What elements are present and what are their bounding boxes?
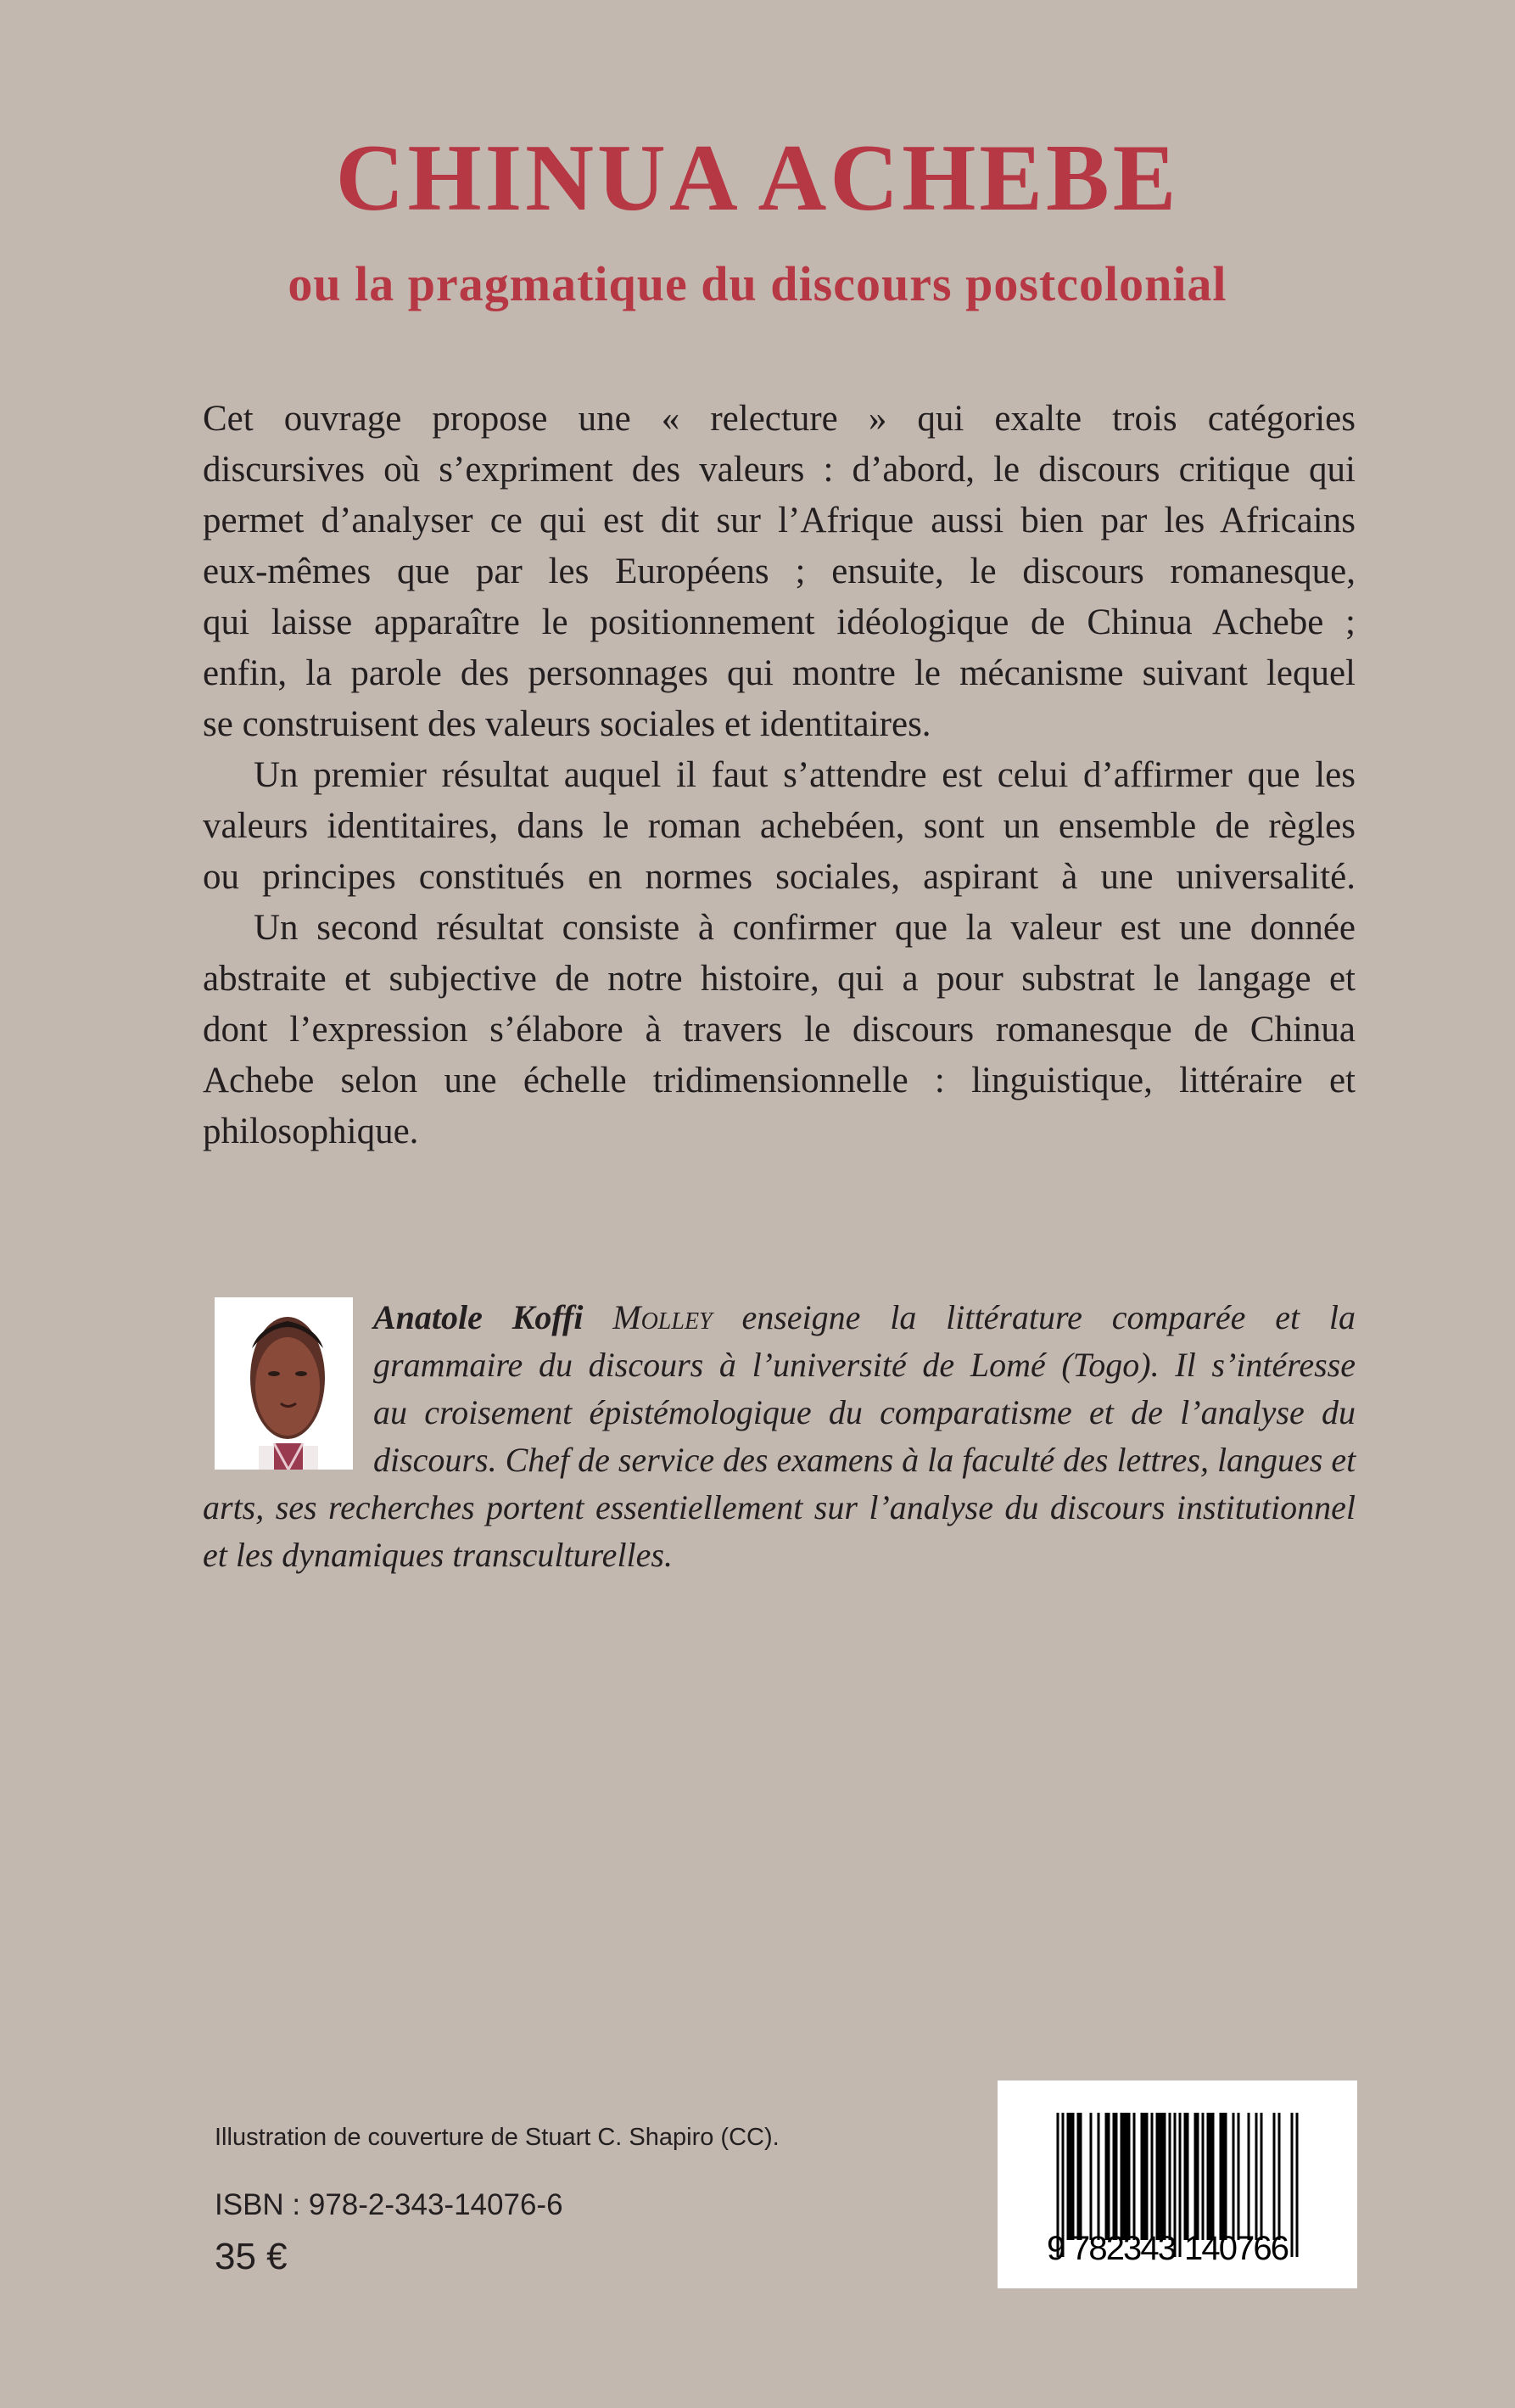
bio-line: discours. Chef de service des examens à la faculté des lettres, langues et	[373, 1441, 1356, 1479]
price: 35 €	[215, 2236, 288, 2277]
barcode-bar	[1220, 2113, 1222, 2240]
barcode-first-digit: 9	[1047, 2230, 1066, 2267]
barcode-bar	[1233, 2113, 1235, 2240]
book-title: CHINUA ACHEBE	[335, 126, 1180, 231]
text-line: philosophique.	[203, 1112, 419, 1151]
barcode-bar	[1133, 2113, 1136, 2240]
barcode-bar	[1179, 2113, 1182, 2257]
barcode	[998, 2080, 1357, 2288]
barcode-bar	[1296, 2113, 1299, 2257]
text-line: qui laisse apparaître le positionnement idéologique de Chinua Achebe ;	[203, 602, 1356, 642]
text-line: valeurs identitaires, dans le roman achebéen, sont un ensemble de règles	[203, 806, 1356, 846]
barcode-bar	[1113, 2113, 1115, 2240]
book-subtitle: ou la pragmatique du discours postcolonial	[288, 256, 1227, 311]
barcode-bar	[1248, 2113, 1250, 2240]
barcode-bar	[1143, 2113, 1146, 2240]
isbn: ISBN : 978-2-343-14076-6	[215, 2188, 563, 2221]
text-line: ou principes constitués en normes sociales, aspirant à une universalité.	[203, 857, 1356, 897]
barcode-left-digits: 782343	[1071, 2230, 1177, 2267]
bio-line: et les dynamiques transculturelles.	[203, 1536, 673, 1574]
bio-line: grammaire du discours à l’université de Lomé (Togo). Il s’intéresse	[373, 1346, 1356, 1384]
text-line: dont l’expression s’élabore à travers le discours romanesque de Chinua	[203, 1010, 1356, 1050]
barcode-bar	[1072, 2113, 1075, 2240]
bio-line	[373, 1294, 1356, 1341]
cover-illustration-credit: Illustration de couverture de Stuart C. Shapiro (CC).	[215, 2124, 780, 2151]
barcode-bar	[1184, 2113, 1187, 2240]
summary-text	[203, 394, 1356, 1157]
barcode-bar	[1070, 2113, 1072, 2240]
barcode-bar	[1156, 2113, 1159, 2240]
barcode-bar	[1210, 2113, 1212, 2240]
bio-line: arts, ses recherches portent essentiellement sur l’analyse du discours institutionnel	[203, 1488, 1356, 1526]
barcode-bar	[1098, 2113, 1100, 2240]
barcode-bar	[1261, 2113, 1263, 2240]
barcode-bar	[1105, 2113, 1108, 2240]
barcode-bar	[1222, 2113, 1225, 2240]
summary-paragraph-2	[203, 750, 1356, 903]
barcode-bar	[1141, 2113, 1143, 2240]
author-name	[373, 1298, 713, 1336]
summary-paragraph-3	[203, 903, 1356, 1157]
barcode-bar	[1108, 2113, 1110, 2240]
text-line: Achebe selon une échelle tridimensionnelle : linguistique, littéraire et	[203, 1061, 1356, 1100]
author-surname: Molley	[612, 1298, 713, 1336]
bio-text: enseigne la littérature comparée et la	[741, 1298, 1356, 1336]
barcode-bar	[1238, 2113, 1240, 2240]
text-line: Un second résultat consiste à confirmer que la valeur est une donnée	[254, 908, 1356, 948]
barcode-right-digits: 140766	[1184, 2230, 1289, 2267]
barcode-bar	[1067, 2113, 1070, 2240]
text-line: se construisent des valeurs sociales et identitaires.	[203, 704, 931, 744]
barcode-bar	[1197, 2113, 1199, 2240]
text-line: enfin, la parole des personnages qui montre le mécanisme suivant lequel	[203, 653, 1356, 693]
barcode-bar	[1169, 2113, 1171, 2240]
barcode-bar	[1273, 2113, 1276, 2240]
barcode-bar	[1194, 2113, 1197, 2240]
barcode-bar	[1278, 2113, 1281, 2240]
barcode-bar	[1121, 2113, 1123, 2240]
text-line: discursives où s’expriment des valeurs : d’abord, le discours critique qui	[203, 450, 1356, 490]
author-bio	[203, 1294, 1356, 1579]
barcode-bar	[1164, 2113, 1166, 2240]
barcode-bar	[1080, 2113, 1082, 2240]
barcode-bar	[1115, 2113, 1118, 2240]
barcode-bar	[1151, 2113, 1154, 2240]
text-line: permet d’analyser ce qui est dit sur l’Afrique aussi bien par les Africains	[203, 501, 1356, 540]
barcode-bar	[1202, 2113, 1205, 2240]
barcode-bar	[1187, 2113, 1189, 2240]
text-line: Un premier résultat auquel il faut s’attendre est celui d’affirmer que les	[254, 755, 1356, 795]
barcode-bar	[1207, 2113, 1210, 2240]
barcode-bar	[1291, 2113, 1294, 2257]
barcode-bar	[1123, 2113, 1126, 2240]
barcode-bar	[1128, 2113, 1131, 2240]
barcode-bar	[1255, 2113, 1258, 2240]
bio-line: au croisement épistémologique du comparatisme et de l’analyse du	[373, 1393, 1356, 1431]
summary-paragraph-1	[203, 394, 1356, 750]
text-line: abstraite et subjective de notre histoire, qui a pour substrat le langage et	[203, 959, 1356, 999]
author-first-names: Anatole Koffi	[373, 1298, 584, 1336]
text-line: eux-mêmes que par les Européens ; ensuite, le discours romanesque,	[203, 552, 1356, 591]
barcode-bar	[1090, 2113, 1093, 2240]
barcode-bar	[1077, 2113, 1080, 2240]
barcode-bar	[1159, 2113, 1161, 2240]
barcode-bar	[1225, 2113, 1227, 2240]
barcode-bar	[1212, 2113, 1215, 2240]
barcode-bar	[1126, 2113, 1128, 2240]
barcode-bar	[1161, 2113, 1164, 2240]
barcode-bar	[1146, 2113, 1149, 2240]
text-line: Cet ouvrage propose une « relecture » qui exalte trois catégories	[203, 399, 1356, 439]
